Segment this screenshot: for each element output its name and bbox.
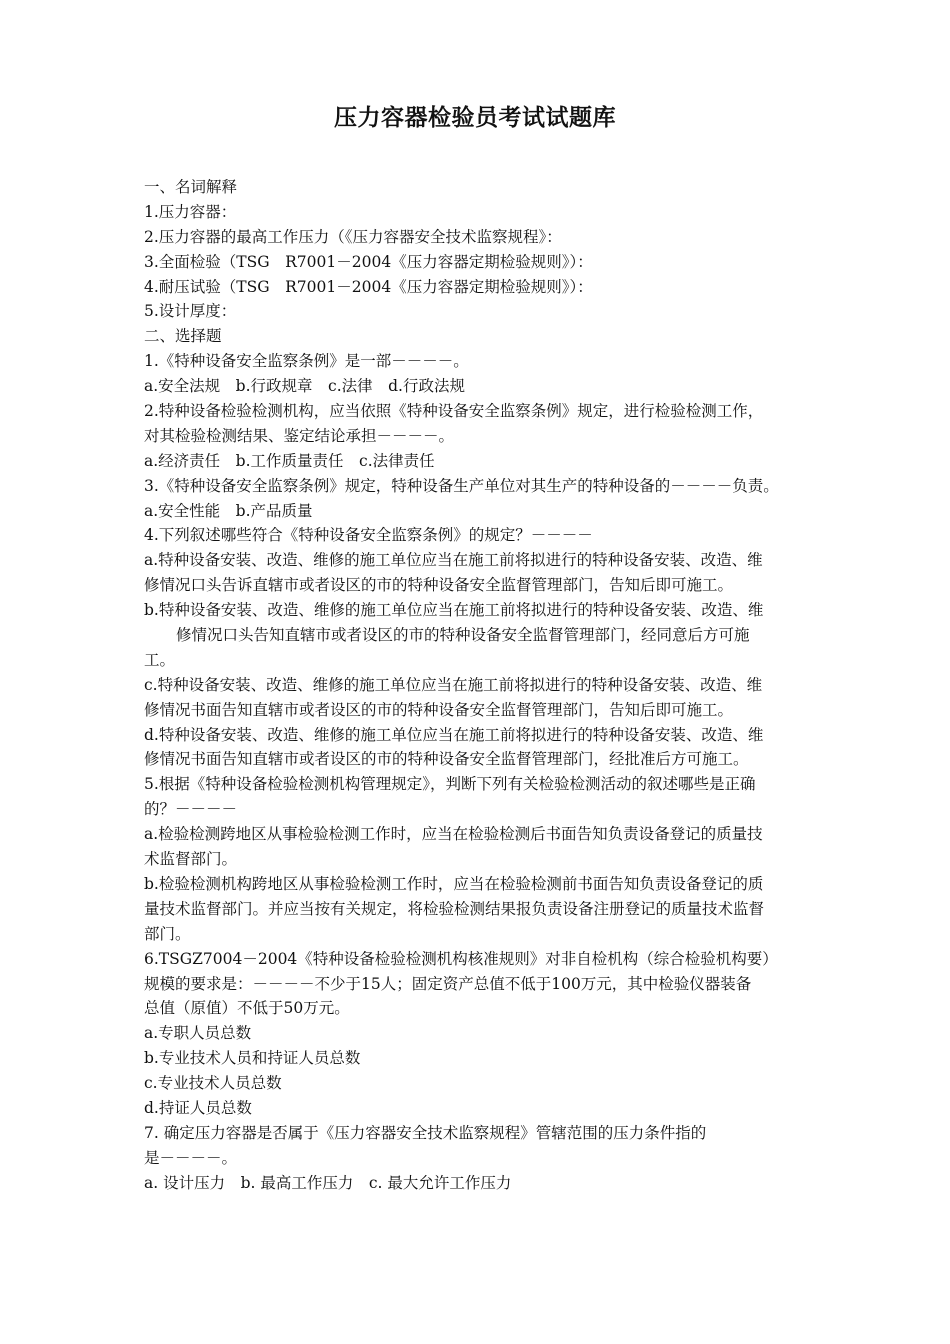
question-text: 5.根据《特种设备检验检测机构管理规定》，判断下列有关检验检测活动的叙述哪些是正确 xyxy=(144,775,756,794)
answer-option: 修情况书面告知直辖市或者设区的市的特种设备安全监督管理部门，经批准后方可施工。 xyxy=(144,750,749,769)
answer-option: 修情况口头告知直辖市或者设区的市的特种设备安全监督管理部门，经同意后方可施 xyxy=(176,626,750,645)
answer-option: a.专职人员总数 xyxy=(144,1024,252,1043)
question-text: 4.下列叙述哪些符合《特种设备安全监察条例》的规定？－－－－ xyxy=(144,526,593,545)
question-text: 规模的要求是：－－－－不少于15人；固定资产总值不低于100万元，其中检验仪器装备 xyxy=(144,974,752,993)
answer-option: 修情况口头告诉直辖市或者设区的市的特种设备安全监督管理部门，告知后即可施工。 xyxy=(144,576,734,595)
answer-option: d.持证人员总数 xyxy=(144,1098,252,1117)
answer-option: 修情况书面告知直辖市或者设区的市的特种设备安全监督管理部门，告知后即可施工。 xyxy=(144,700,734,719)
answer-option: 术监督部门。 xyxy=(144,850,238,869)
answer-option: b.特种设备安装、改造、维修的施工单位应当在施工前将拟进行的特种设备安装、改造、维 xyxy=(144,601,764,620)
question-text: 6.TSGZ7004－2004《特种设备检验检测机构核准规则》对非自检机构（综合检验机构要） xyxy=(144,949,778,968)
section-heading-definitions: 一、名词解释 xyxy=(144,178,238,196)
document-body xyxy=(144,175,816,1196)
question-text: 7. 确定压力容器是否属于《压力容器安全技术监察规程》管辖范围的压力条件指的 xyxy=(144,1123,707,1142)
answer-option: b.专业技术人员和持证人员总数 xyxy=(144,1049,361,1068)
question-text: 对其检验检测结果、鉴定结论承担－－－－。 xyxy=(144,426,455,445)
answer-option: 工。 xyxy=(144,650,176,669)
question-text: 2.特种设备检验检测机构，应当依照《特种设备安全监察条例》规定，进行检验检测工作， xyxy=(144,402,764,421)
question-text: 的？－－－－ xyxy=(144,800,238,819)
section-heading-choice: 二、选择题 xyxy=(144,327,222,346)
document-title: 压力容器检验员考试试题库 xyxy=(334,105,616,131)
answer-option: a.特种设备安装、改造、维修的施工单位应当在施工前将拟进行的特种设备安装、改造、维 xyxy=(144,551,763,570)
definition-item: 3.全面检验（TSG R7001－2004《压力容器定期检验规则》）： xyxy=(144,252,593,271)
question-text: 总值（原值）不低于50万元。 xyxy=(144,999,350,1018)
definition-item: 5.设计厚度： xyxy=(144,302,237,321)
answer-option: 量技术监督部门。并应当按有关规定，将检验检测结果报负责设备注册登记的质量技术监督 xyxy=(144,899,765,918)
answer-option: b.检验检测机构跨地区从事检验检测工作时，应当在检验检测前书面告知负责设备登记的质 xyxy=(144,874,764,893)
question-text: 1.《特种设备安全监察条例》是一部－－－－。 xyxy=(144,352,469,371)
answer-options: a.安全性能 b.产品质量 xyxy=(144,501,313,520)
answer-options: a.安全法规 b.行政规章 c.法律 d.行政法规 xyxy=(144,377,465,396)
definition-item: 1.压力容器： xyxy=(144,202,237,221)
answer-options: a.经济责任 b.工作质量责任 c.法律责任 xyxy=(144,451,435,470)
answer-option: d.特种设备安装、改造、维修的施工单位应当在施工前将拟进行的特种设备安装、改造、维 xyxy=(144,725,764,744)
definition-item: 4.耐压试验（TSG R7001－2004《压力容器定期检验规则》）： xyxy=(144,277,593,296)
definition-item: 2.压力容器的最高工作压力（《压力容器安全技术监察规程》： xyxy=(144,227,562,246)
answer-option: 部门。 xyxy=(144,924,191,943)
answer-option: c.特种设备安装、改造、维修的施工单位应当在施工前将拟进行的特种设备安装、改造、维 xyxy=(144,675,763,694)
answer-option: a.检验检测跨地区从事检验检测工作时，应当在检验检测后书面告知负责设备登记的质量技 xyxy=(144,825,763,844)
answer-option: c.专业技术人员总数 xyxy=(144,1074,282,1093)
question-text: 是－－－－。 xyxy=(144,1148,238,1167)
question-text: 3.《特种设备安全监察条例》规定，特种设备生产单位对其生产的特种设备的－－－－负责。 xyxy=(144,476,779,495)
answer-options: a. 设计压力 b. 最高工作压力 c. 最大允许工作压力 xyxy=(144,1173,512,1192)
